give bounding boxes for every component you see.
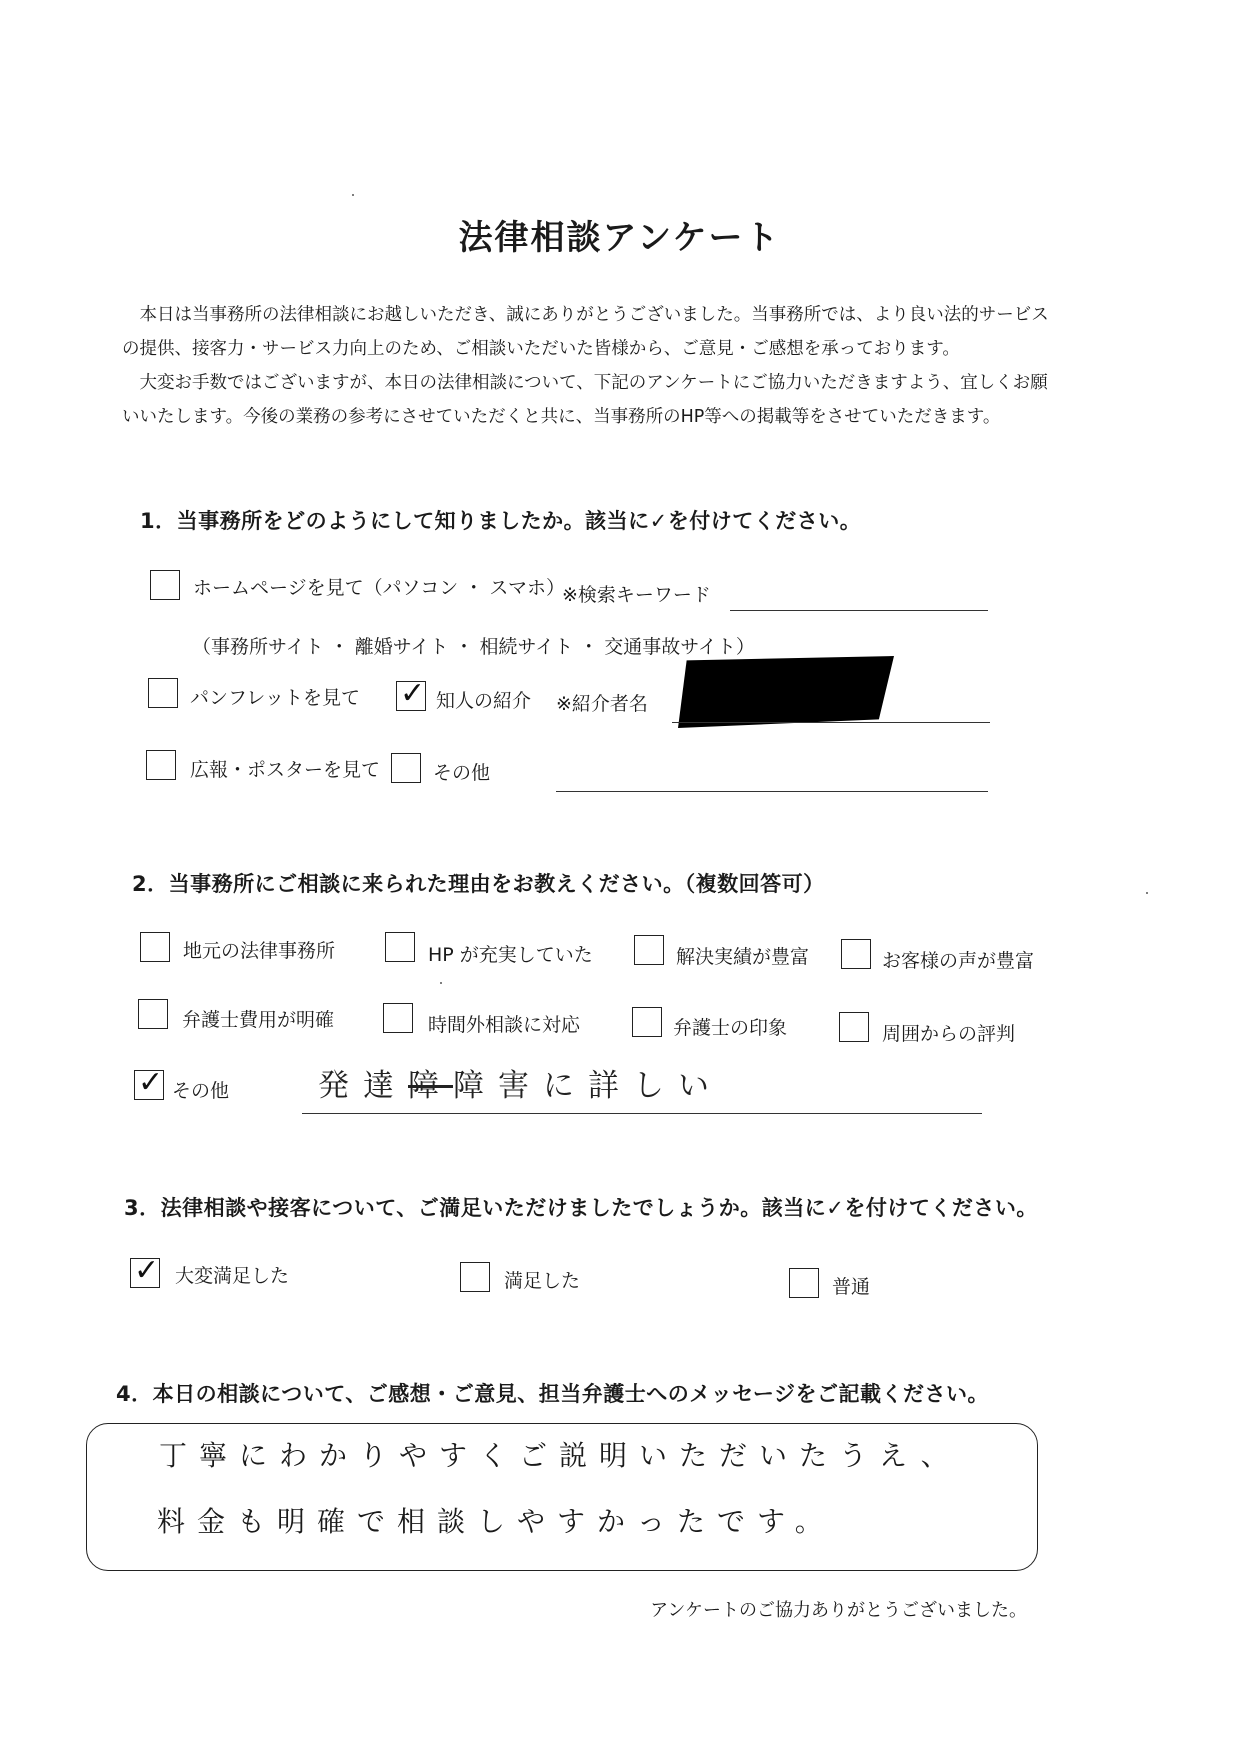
label-clear-fees: 弁護士費用が明確 — [182, 1009, 335, 1031]
label-after-hours: 時間外相談に対応 — [428, 1014, 581, 1036]
intro-text — [122, 298, 1062, 434]
note-search-keyword: ※検索キーワード — [562, 584, 711, 606]
handwritten-q2-struck: 障 — [408, 1068, 453, 1104]
checkbox-clear-fees[interactable] — [138, 999, 168, 1029]
question-3-heading: 3．法律相談や接客について、ご満足いただけましたでしょうか。該当に✓を付けてください。 — [124, 1196, 1038, 1220]
checkbox-q2-other[interactable] — [134, 1070, 164, 1100]
scan-speck — [1146, 892, 1148, 894]
label-customer-voice: お客様の声が豊富 — [882, 950, 1035, 972]
q1-other-line[interactable] — [556, 791, 988, 792]
checkbox-customer-voice[interactable] — [841, 939, 871, 969]
comment-textarea[interactable] — [86, 1423, 1038, 1571]
label-hp-content: HP が充実していた — [428, 944, 593, 966]
checkbox-hp-content[interactable] — [385, 932, 415, 962]
referrer-name-line[interactable] — [672, 722, 990, 723]
handwritten-q2-word-b: 障害に詳しい — [453, 1068, 723, 1104]
checkbox-after-hours[interactable] — [383, 1003, 413, 1033]
checkbox-referral[interactable] — [396, 681, 426, 711]
comment-line-2: 料金も明確で相談しやすかったです。 — [157, 1505, 835, 1538]
checkbox-q1-other[interactable] — [391, 753, 421, 783]
question-2-heading: 2．当事務所にご相談に来られた理由をお教えください。（複数回答可） — [132, 872, 825, 896]
checkbox-reputation[interactable] — [839, 1012, 869, 1042]
label-satisfied: 満足した — [504, 1270, 581, 1292]
label-very-satisfied: 大変満足した — [175, 1265, 290, 1287]
label-track-record: 解決実績が豊富 — [676, 946, 810, 968]
label-lawyer-impression: 弁護士の印象 — [673, 1017, 788, 1039]
label-pamphlet: パンフレットを見て — [190, 687, 361, 709]
handwritten-q2-other — [318, 1060, 723, 1105]
intro-paragraph-2: 大変お手数ではございますが、本日の法律相談について、下記のアンケートにご協力いただきますよう、宜しくお願いいたします。今後の業務の参考にさせていただくと共に、当事務所のHP等への掲載等をさせていただきます。 — [122, 373, 1048, 427]
label-poster: 広報・ポスターを見て — [190, 759, 381, 781]
checkbox-lawyer-impression[interactable] — [632, 1007, 662, 1037]
comment-line-1: 丁寧にわかりやすくご説明いただいたうえ、 — [159, 1439, 961, 1472]
handwritten-q2-word-a: 発達 — [318, 1068, 408, 1104]
label-normal: 普通 — [832, 1276, 871, 1298]
checkbox-track-record[interactable] — [634, 935, 664, 965]
checkbox-pamphlet[interactable] — [148, 678, 178, 708]
redaction-block — [678, 656, 894, 728]
checkbox-satisfied[interactable] — [460, 1262, 490, 1292]
keyword-input-line[interactable] — [730, 610, 988, 611]
q2-other-line[interactable] — [302, 1113, 982, 1114]
scan-speck — [352, 194, 354, 196]
page-title: 法律相談アンケート — [458, 218, 781, 258]
intro-paragraph-1: 本日は当事務所の法律相談にお越しいただき、誠にありがとうございました。当事務所では、より良い法的サービスの提供、接客力・サービス力向上のため、ご相談いただいた皆様から、ご意見・ご感想を承っております。 — [122, 305, 1049, 359]
label-referral: 知人の紹介 — [436, 690, 532, 712]
checkbox-very-satisfied[interactable] — [130, 1258, 160, 1288]
label-q2-other: その他 — [172, 1080, 230, 1102]
label-q1-other: その他 — [433, 762, 491, 784]
question-4-heading: 4．本日の相談について、ご感想・ご意見、担当弁護士へのメッセージをご記載ください。 — [116, 1382, 990, 1406]
question-1-heading: 1．当事務所をどのようにして知りましたか。該当に✓を付けてください。 — [140, 509, 862, 533]
footer-thanks: アンケートのご協力ありがとうございました。 — [650, 1600, 1027, 1621]
checkbox-local-firm[interactable] — [140, 932, 170, 962]
label-local-firm: 地元の法律事務所 — [183, 940, 336, 962]
checkbox-homepage[interactable] — [150, 570, 180, 600]
checkbox-normal[interactable] — [789, 1268, 819, 1298]
note-referrer-name: ※紹介者名 — [556, 693, 648, 715]
label-homepage: ホームページを見て（パソコン ・ スマホ） — [193, 577, 565, 599]
checkbox-poster[interactable] — [146, 750, 176, 780]
label-reputation: 周囲からの評判 — [882, 1023, 1016, 1045]
label-site-types: （事務所サイト ・ 離婚サイト ・ 相続サイト ・ 交通事故サイト） — [192, 636, 755, 658]
scan-speck — [440, 982, 442, 984]
